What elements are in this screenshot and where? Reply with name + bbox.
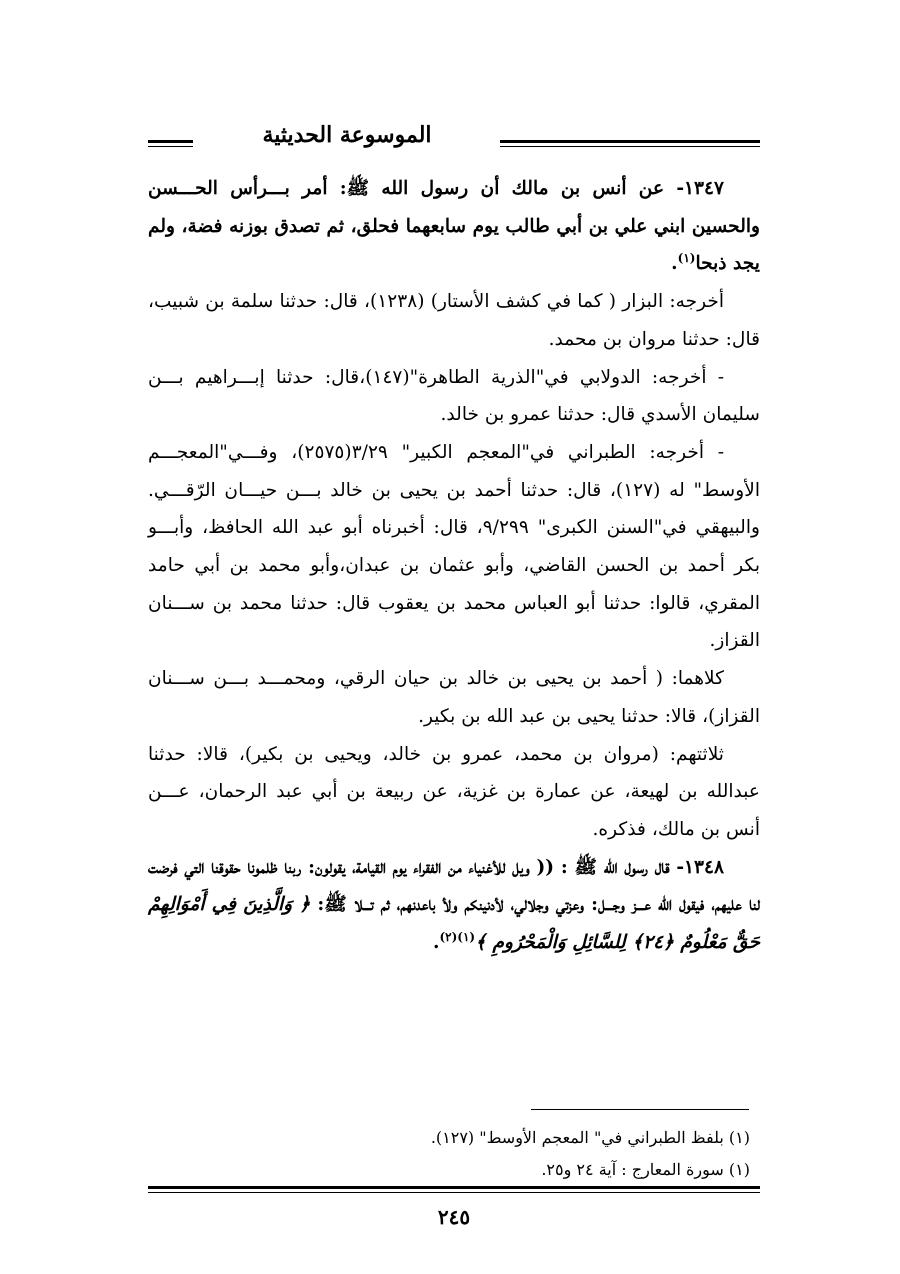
header-title: الموسوعة الحديثية xyxy=(262,122,432,148)
hadith-1347 xyxy=(148,170,760,283)
footnote-2: (١) سورة المعارج : آية ٢٤ و٢٥. xyxy=(541,1160,750,1179)
footnotes xyxy=(148,1122,750,1186)
hadith-1348 xyxy=(148,849,760,962)
takhrij-paragraph-5: ثلاثتهم: (مروان بن محمد، عمرو بن خالد، ويحيى بن بكير)، قالا: حدثنا عبدالله بن لهيعة، عن عمارة بن غزية، عن ربيعة بن أبي عبد الرحمان، عـــن أنس بن مالك، فذكره. xyxy=(148,743,760,840)
footnote-ref-1: (١) xyxy=(677,251,696,266)
running-header xyxy=(148,120,760,160)
takhrij-paragraph-1: أخرجه: البزار ( كما في كشف الأستار) (١٢٣٨)، قال: حدثنا سلمة بن شبيب، قال: حدثنا مروان بن محمد. xyxy=(148,291,760,350)
footer-rule xyxy=(148,1186,760,1193)
hadith-1348-end: . xyxy=(432,932,440,954)
footnote-separator xyxy=(531,1109,749,1110)
header-rule-left xyxy=(148,140,193,147)
hadith-1347-text: ١٣٤٧- عن أنس بن مالك أن رسول الله ﷺ: أمر بـــرأس الحـــسن والحسين ابني علي بن أبي طالب يوم سابعهما فحلق، ثم تصدق بوزنه فضة، ولم يجد ذبحا xyxy=(148,178,760,275)
hadith-1348-text: ١٣٤٨- قال رسول الله ﷺ : (( ويل للأغنياء من الفقراء يوم القيامة، يقولون: ربنا ظلمونا حقوقنا التي فرضت لنا عليهم، فيقول الله عـــز وجـــل: وعزتي وجلالي، لأدنينكم ولأ باعدنهم، ثم تـــلا ﷺ: xyxy=(148,856,760,916)
hadith-1347-end: . xyxy=(671,253,678,275)
main-text xyxy=(148,170,760,962)
takhrij-paragraph-4: كلاهما: ( أحمد بن يحيى بن خالد بن حيان الرقي، ومحمـــد بـــن ســـنان القزاز)، قالا: حدثنا يحيى بن عبد الله بن بكير. xyxy=(148,668,760,727)
page-number: ٢٤٥ xyxy=(437,1205,471,1229)
footnote-1: (١) بلفظ الطبراني في" المعجم الأوسط" (١٢٧). xyxy=(430,1128,750,1147)
footnote-refs-2: (١)(٢) xyxy=(439,929,476,944)
header-rule-right xyxy=(500,140,760,147)
quran-verse: ﴿ وَالَّذِينَ فِي أَمْوَالِهِمْ حَقٌّ مَعْلُومٌ ﴿٢٤﴾ لِلسَّائِلِ وَالْمَحْرُومِ ﴾ xyxy=(148,894,760,954)
takhrij-paragraph-2: - أخرجه: الدولابي في"الذرية الطاهرة"(١٤٧)،قال: حدثنا إبـــراهيم بـــن سليمان الأسدي قال: حدثنا عمرو بن خالد. xyxy=(148,366,760,426)
takhrij-paragraph-3: - أخرجه: الطبراني في"المعجم الكبير" ٣/٢٩(٢٥٧٥)، وفـــي"المعجـــم الأوسط" له (١٢٧)، قال: حدثنا أحمد بن يحيى بن خالد بـــن حيـــان الرّقـــي. والبيهقي في"السنن الكبرى" ٩/٢٩٩، قال: أخبرناه أبو عبد الله الحافظ، وأبـــو بكر أحمد بن الحسن القاضي، وأبو عثمان بن عبدان،وأبو محمد بن أبي حامد المقري، قالوا: حدثنا أبو العباس محمد بن يعقوب قال: حدثنا محمد بن ســـنان القزاز. xyxy=(148,441,760,652)
